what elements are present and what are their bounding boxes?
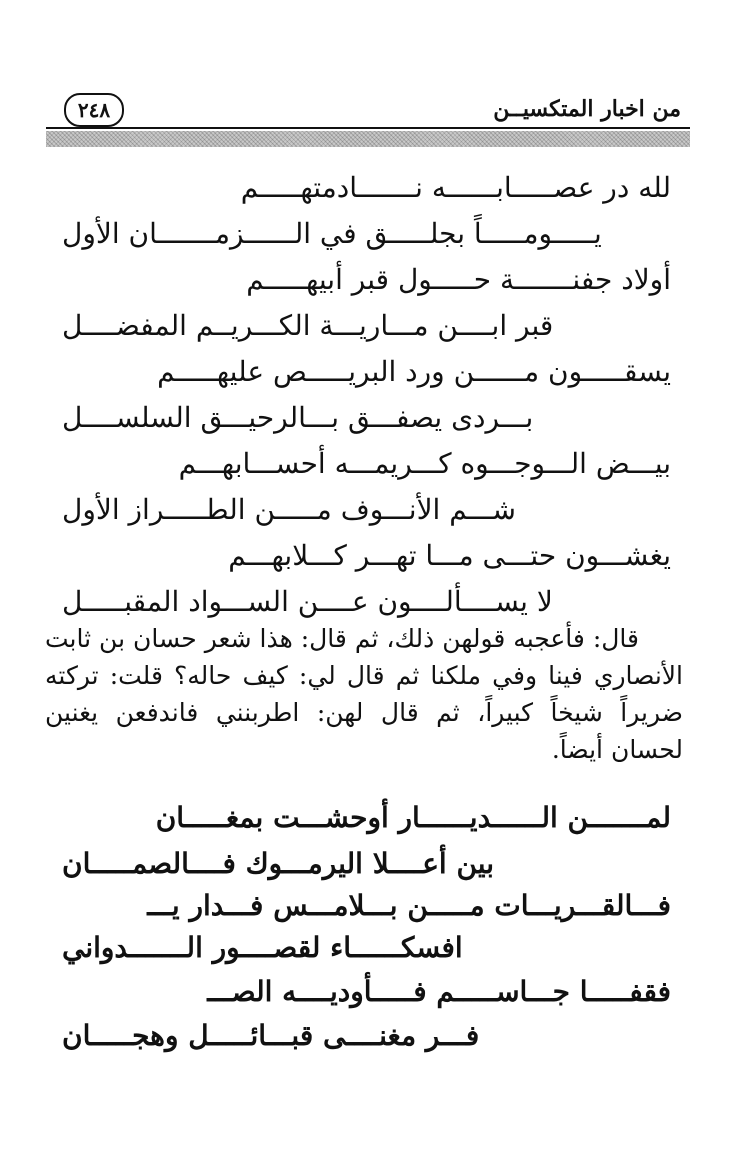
poem1-line-7: بيـــض الـــوجـــوه كـــريمـــه أحســـابهـــم (178, 447, 671, 480)
poem2-line-2: بين أعــــلا اليرمـــوك فــــالصمـــــان (62, 847, 495, 880)
poem1-line-3: أولاد جفنـــــــة حـــــول قبر أبيهـــــم (246, 263, 671, 296)
poem1-line-6: بـــردى يصفـــق بـــالرحيـــق السلســــل (62, 401, 534, 434)
poem1-line-1: لله در عصـــــابــــــه نـــــــادمتهـــــم (240, 171, 671, 204)
poem1-line-9: يغشـــون حتـــى مـــا تهـــر كـــلابهـــم (228, 539, 671, 572)
header-shaded-band (46, 131, 690, 147)
poem1-line-10: لا يســــألــــون عــــن الســـواد المقبـــــل (62, 585, 553, 618)
header-rule (46, 127, 690, 129)
poem2-line-3: فـــالقـــريـــات مـــــن بـــلامـــس فـــدار يـــ (147, 889, 671, 922)
poem2-line-1: لمـــــــن الــــــديــــــار أوحشـــت بمغـــــان (155, 801, 671, 834)
poem2-line-6: فـــر مغنــــى قبـــائـــــل وهجـــــان (62, 1019, 480, 1052)
poem2-line-4: افسكــــــاء لقصــــور الـــــــدواني (62, 931, 463, 964)
page-number: ٢٤٨ (64, 93, 124, 127)
running-title: من اخبار المتكسيــن (493, 96, 681, 122)
narrative-paragraph: قال: فأعجبه قولهن ذلك، ثم قال: هذا شعر حسان بن ثابت الأنصاري فينا وفي ملكنا ثم قال لي: كيف حاله؟ قلت: تركته ضريراً شيخاً كبيراً، ثم قال لهن: اطربنني فاندفعن يغنين لحسان أيضاً. (45, 624, 683, 764)
poem1-line-8: شـــم الأنـــوف مـــــن الطـــــراز الأول (62, 493, 516, 526)
poem2-line-5: فقفـــــا جـــاســـــم فـــــأوديــــه الصـــ (207, 975, 671, 1008)
poem1-line-5: يسقـــــون مــــــن ورد البريـــــص عليهـــــم (157, 355, 671, 388)
poem1-line-2: يـــــومـــــاً بجلـــــق في الــــــزمـــــــان الأول (62, 217, 602, 250)
poem1-line-4: قبر ابــــن مـــاريـــة الكـــريــم المفضــــل (62, 309, 554, 342)
